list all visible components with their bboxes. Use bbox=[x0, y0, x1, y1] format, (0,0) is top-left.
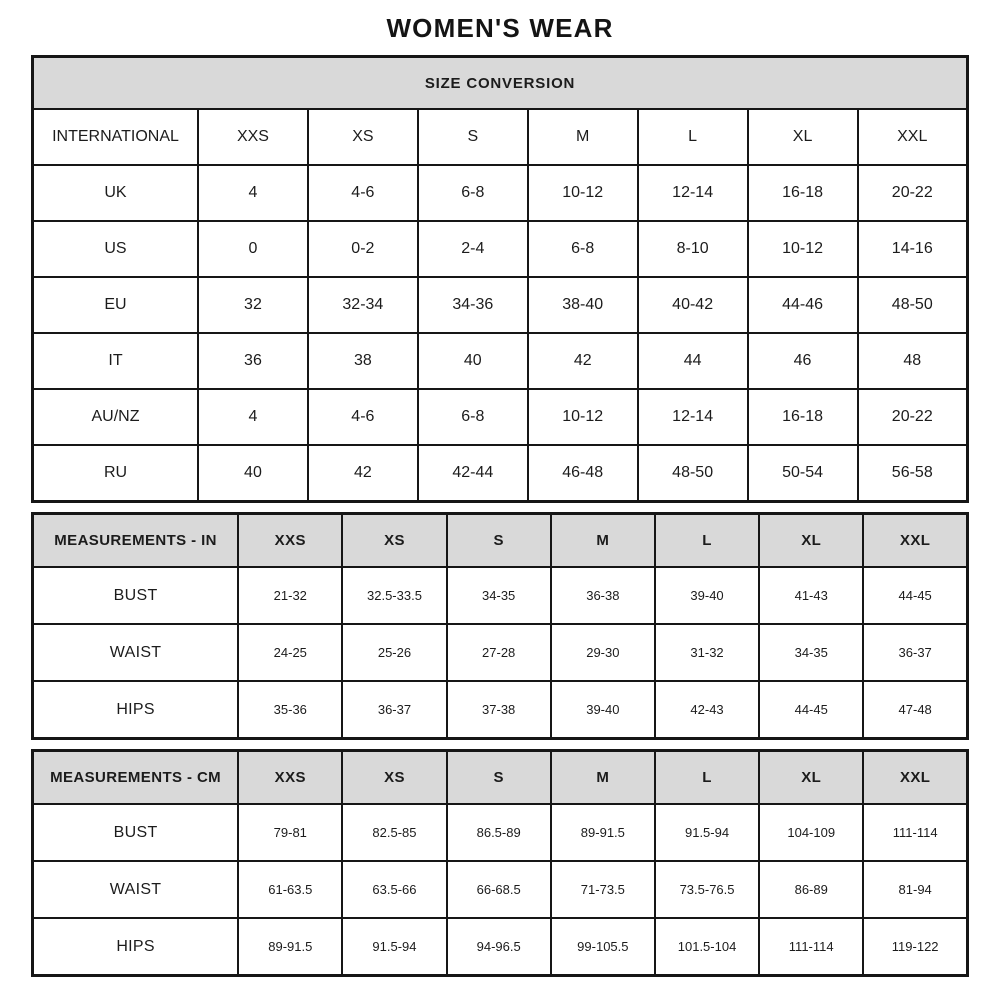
value-cell: 6-8 bbox=[528, 221, 638, 277]
table-title: SIZE CONVERSION bbox=[33, 57, 968, 110]
value-cell: 6-8 bbox=[418, 389, 528, 445]
row-label: WAIST bbox=[33, 624, 239, 681]
column-header-cell: M bbox=[528, 109, 638, 165]
value-cell: 71-73.5 bbox=[551, 861, 655, 918]
size-conversion-table bbox=[31, 55, 969, 503]
value-cell: 12-14 bbox=[638, 389, 748, 445]
column-header-row bbox=[33, 514, 968, 568]
value-cell: 10-12 bbox=[528, 389, 638, 445]
value-cell: 24-25 bbox=[238, 624, 342, 681]
value-cell: 46-48 bbox=[528, 445, 638, 502]
value-cell: 39-40 bbox=[551, 681, 655, 739]
value-cell: 36-37 bbox=[863, 624, 967, 681]
value-cell: 91.5-94 bbox=[342, 918, 446, 976]
value-cell: 38-40 bbox=[528, 277, 638, 333]
column-header-cell: L bbox=[655, 751, 759, 805]
table-row bbox=[33, 804, 968, 861]
value-cell: 34-35 bbox=[759, 624, 863, 681]
table-row bbox=[33, 567, 968, 624]
table-row bbox=[33, 221, 968, 277]
value-cell: 36-38 bbox=[551, 567, 655, 624]
row-label: RU bbox=[33, 445, 198, 502]
value-cell: 4-6 bbox=[308, 165, 418, 221]
column-header-cell: XS bbox=[342, 751, 446, 805]
column-header-cell: S bbox=[418, 109, 528, 165]
column-header-cell: M bbox=[551, 751, 655, 805]
column-header-cell: XL bbox=[748, 109, 858, 165]
value-cell: 25-26 bbox=[342, 624, 446, 681]
value-cell: 10-12 bbox=[748, 221, 858, 277]
table-row bbox=[33, 277, 968, 333]
column-header-cell: L bbox=[638, 109, 748, 165]
row-label: HIPS bbox=[33, 918, 239, 976]
value-cell: 44-45 bbox=[759, 681, 863, 739]
column-header-row bbox=[33, 109, 968, 165]
value-cell: 4 bbox=[198, 165, 308, 221]
value-cell: 104-109 bbox=[759, 804, 863, 861]
value-cell: 81-94 bbox=[863, 861, 967, 918]
column-header-cell: XXL bbox=[863, 751, 967, 805]
value-cell: 31-32 bbox=[655, 624, 759, 681]
value-cell: 111-114 bbox=[759, 918, 863, 976]
table-title-row bbox=[33, 57, 968, 110]
column-header-cell: XL bbox=[759, 751, 863, 805]
value-cell: 73.5-76.5 bbox=[655, 861, 759, 918]
column-header-cell: XS bbox=[342, 514, 446, 568]
value-cell: 48-50 bbox=[858, 277, 968, 333]
value-cell: 79-81 bbox=[238, 804, 342, 861]
table-title: MEASUREMENTS - IN bbox=[33, 514, 239, 568]
table-title: MEASUREMENTS - CM bbox=[33, 751, 239, 805]
value-cell: 21-32 bbox=[238, 567, 342, 624]
column-header-cell: XXS bbox=[198, 109, 308, 165]
value-cell: 48 bbox=[858, 333, 968, 389]
value-cell: 91.5-94 bbox=[655, 804, 759, 861]
value-cell: 40 bbox=[418, 333, 528, 389]
table-row bbox=[33, 624, 968, 681]
row-label: UK bbox=[33, 165, 198, 221]
value-cell: 82.5-85 bbox=[342, 804, 446, 861]
value-cell: 16-18 bbox=[748, 389, 858, 445]
column-header-row bbox=[33, 751, 968, 805]
value-cell: 37-38 bbox=[447, 681, 551, 739]
value-cell: 12-14 bbox=[638, 165, 748, 221]
row-label: US bbox=[33, 221, 198, 277]
measurements-cm-table bbox=[31, 749, 969, 977]
column-header-cell: XS bbox=[308, 109, 418, 165]
size-chart-page bbox=[31, 0, 969, 977]
value-cell: 32-34 bbox=[308, 277, 418, 333]
value-cell: 47-48 bbox=[863, 681, 967, 739]
value-cell: 34-35 bbox=[447, 567, 551, 624]
value-cell: 42 bbox=[308, 445, 418, 502]
row-label: EU bbox=[33, 277, 198, 333]
column-header-cell: XXL bbox=[863, 514, 967, 568]
value-cell: 32 bbox=[198, 277, 308, 333]
value-cell: 35-36 bbox=[238, 681, 342, 739]
column-header-cell: XXS bbox=[238, 514, 342, 568]
column-header-cell: XL bbox=[759, 514, 863, 568]
value-cell: 10-12 bbox=[528, 165, 638, 221]
value-cell: 44-46 bbox=[748, 277, 858, 333]
value-cell: 4 bbox=[198, 389, 308, 445]
table-row bbox=[33, 333, 968, 389]
table-row bbox=[33, 861, 968, 918]
value-cell: 36-37 bbox=[342, 681, 446, 739]
value-cell: 86.5-89 bbox=[447, 804, 551, 861]
value-cell: 48-50 bbox=[638, 445, 748, 502]
value-cell: 41-43 bbox=[759, 567, 863, 624]
value-cell: 86-89 bbox=[759, 861, 863, 918]
value-cell: 39-40 bbox=[655, 567, 759, 624]
row-label: BUST bbox=[33, 804, 239, 861]
column-header-cell: INTERNATIONAL bbox=[33, 109, 198, 165]
value-cell: 111-114 bbox=[863, 804, 967, 861]
measurements-in-table bbox=[31, 512, 969, 740]
value-cell: 29-30 bbox=[551, 624, 655, 681]
row-label: WAIST bbox=[33, 861, 239, 918]
value-cell: 99-105.5 bbox=[551, 918, 655, 976]
table-row bbox=[33, 918, 968, 976]
page-title: WOMEN'S WEAR bbox=[386, 13, 614, 43]
value-cell: 42-44 bbox=[418, 445, 528, 502]
value-cell: 16-18 bbox=[748, 165, 858, 221]
table-row bbox=[33, 445, 968, 502]
value-cell: 66-68.5 bbox=[447, 861, 551, 918]
value-cell: 56-58 bbox=[858, 445, 968, 502]
value-cell: 32.5-33.5 bbox=[342, 567, 446, 624]
value-cell: 4-6 bbox=[308, 389, 418, 445]
value-cell: 63.5-66 bbox=[342, 861, 446, 918]
value-cell: 89-91.5 bbox=[551, 804, 655, 861]
value-cell: 20-22 bbox=[858, 389, 968, 445]
column-header-cell: L bbox=[655, 514, 759, 568]
value-cell: 119-122 bbox=[863, 918, 967, 976]
table-row bbox=[33, 389, 968, 445]
table-row bbox=[33, 165, 968, 221]
value-cell: 0-2 bbox=[308, 221, 418, 277]
value-cell: 40 bbox=[198, 445, 308, 502]
row-label: AU/NZ bbox=[33, 389, 198, 445]
value-cell: 20-22 bbox=[858, 165, 968, 221]
value-cell: 2-4 bbox=[418, 221, 528, 277]
value-cell: 40-42 bbox=[638, 277, 748, 333]
column-header-cell: M bbox=[551, 514, 655, 568]
value-cell: 44-45 bbox=[863, 567, 967, 624]
table-row bbox=[33, 681, 968, 739]
column-header-cell: S bbox=[447, 751, 551, 805]
value-cell: 44 bbox=[638, 333, 748, 389]
value-cell: 38 bbox=[308, 333, 418, 389]
row-label: BUST bbox=[33, 567, 239, 624]
value-cell: 94-96.5 bbox=[447, 918, 551, 976]
value-cell: 42-43 bbox=[655, 681, 759, 739]
value-cell: 50-54 bbox=[748, 445, 858, 502]
value-cell: 89-91.5 bbox=[238, 918, 342, 976]
value-cell: 101.5-104 bbox=[655, 918, 759, 976]
value-cell: 6-8 bbox=[418, 165, 528, 221]
row-label: HIPS bbox=[33, 681, 239, 739]
column-header-cell: XXL bbox=[858, 109, 968, 165]
value-cell: 0 bbox=[198, 221, 308, 277]
row-label: IT bbox=[33, 333, 198, 389]
value-cell: 46 bbox=[748, 333, 858, 389]
value-cell: 14-16 bbox=[858, 221, 968, 277]
value-cell: 27-28 bbox=[447, 624, 551, 681]
value-cell: 36 bbox=[198, 333, 308, 389]
value-cell: 42 bbox=[528, 333, 638, 389]
value-cell: 34-36 bbox=[418, 277, 528, 333]
column-header-cell: XXS bbox=[238, 751, 342, 805]
value-cell: 8-10 bbox=[638, 221, 748, 277]
value-cell: 61-63.5 bbox=[238, 861, 342, 918]
column-header-cell: S bbox=[447, 514, 551, 568]
